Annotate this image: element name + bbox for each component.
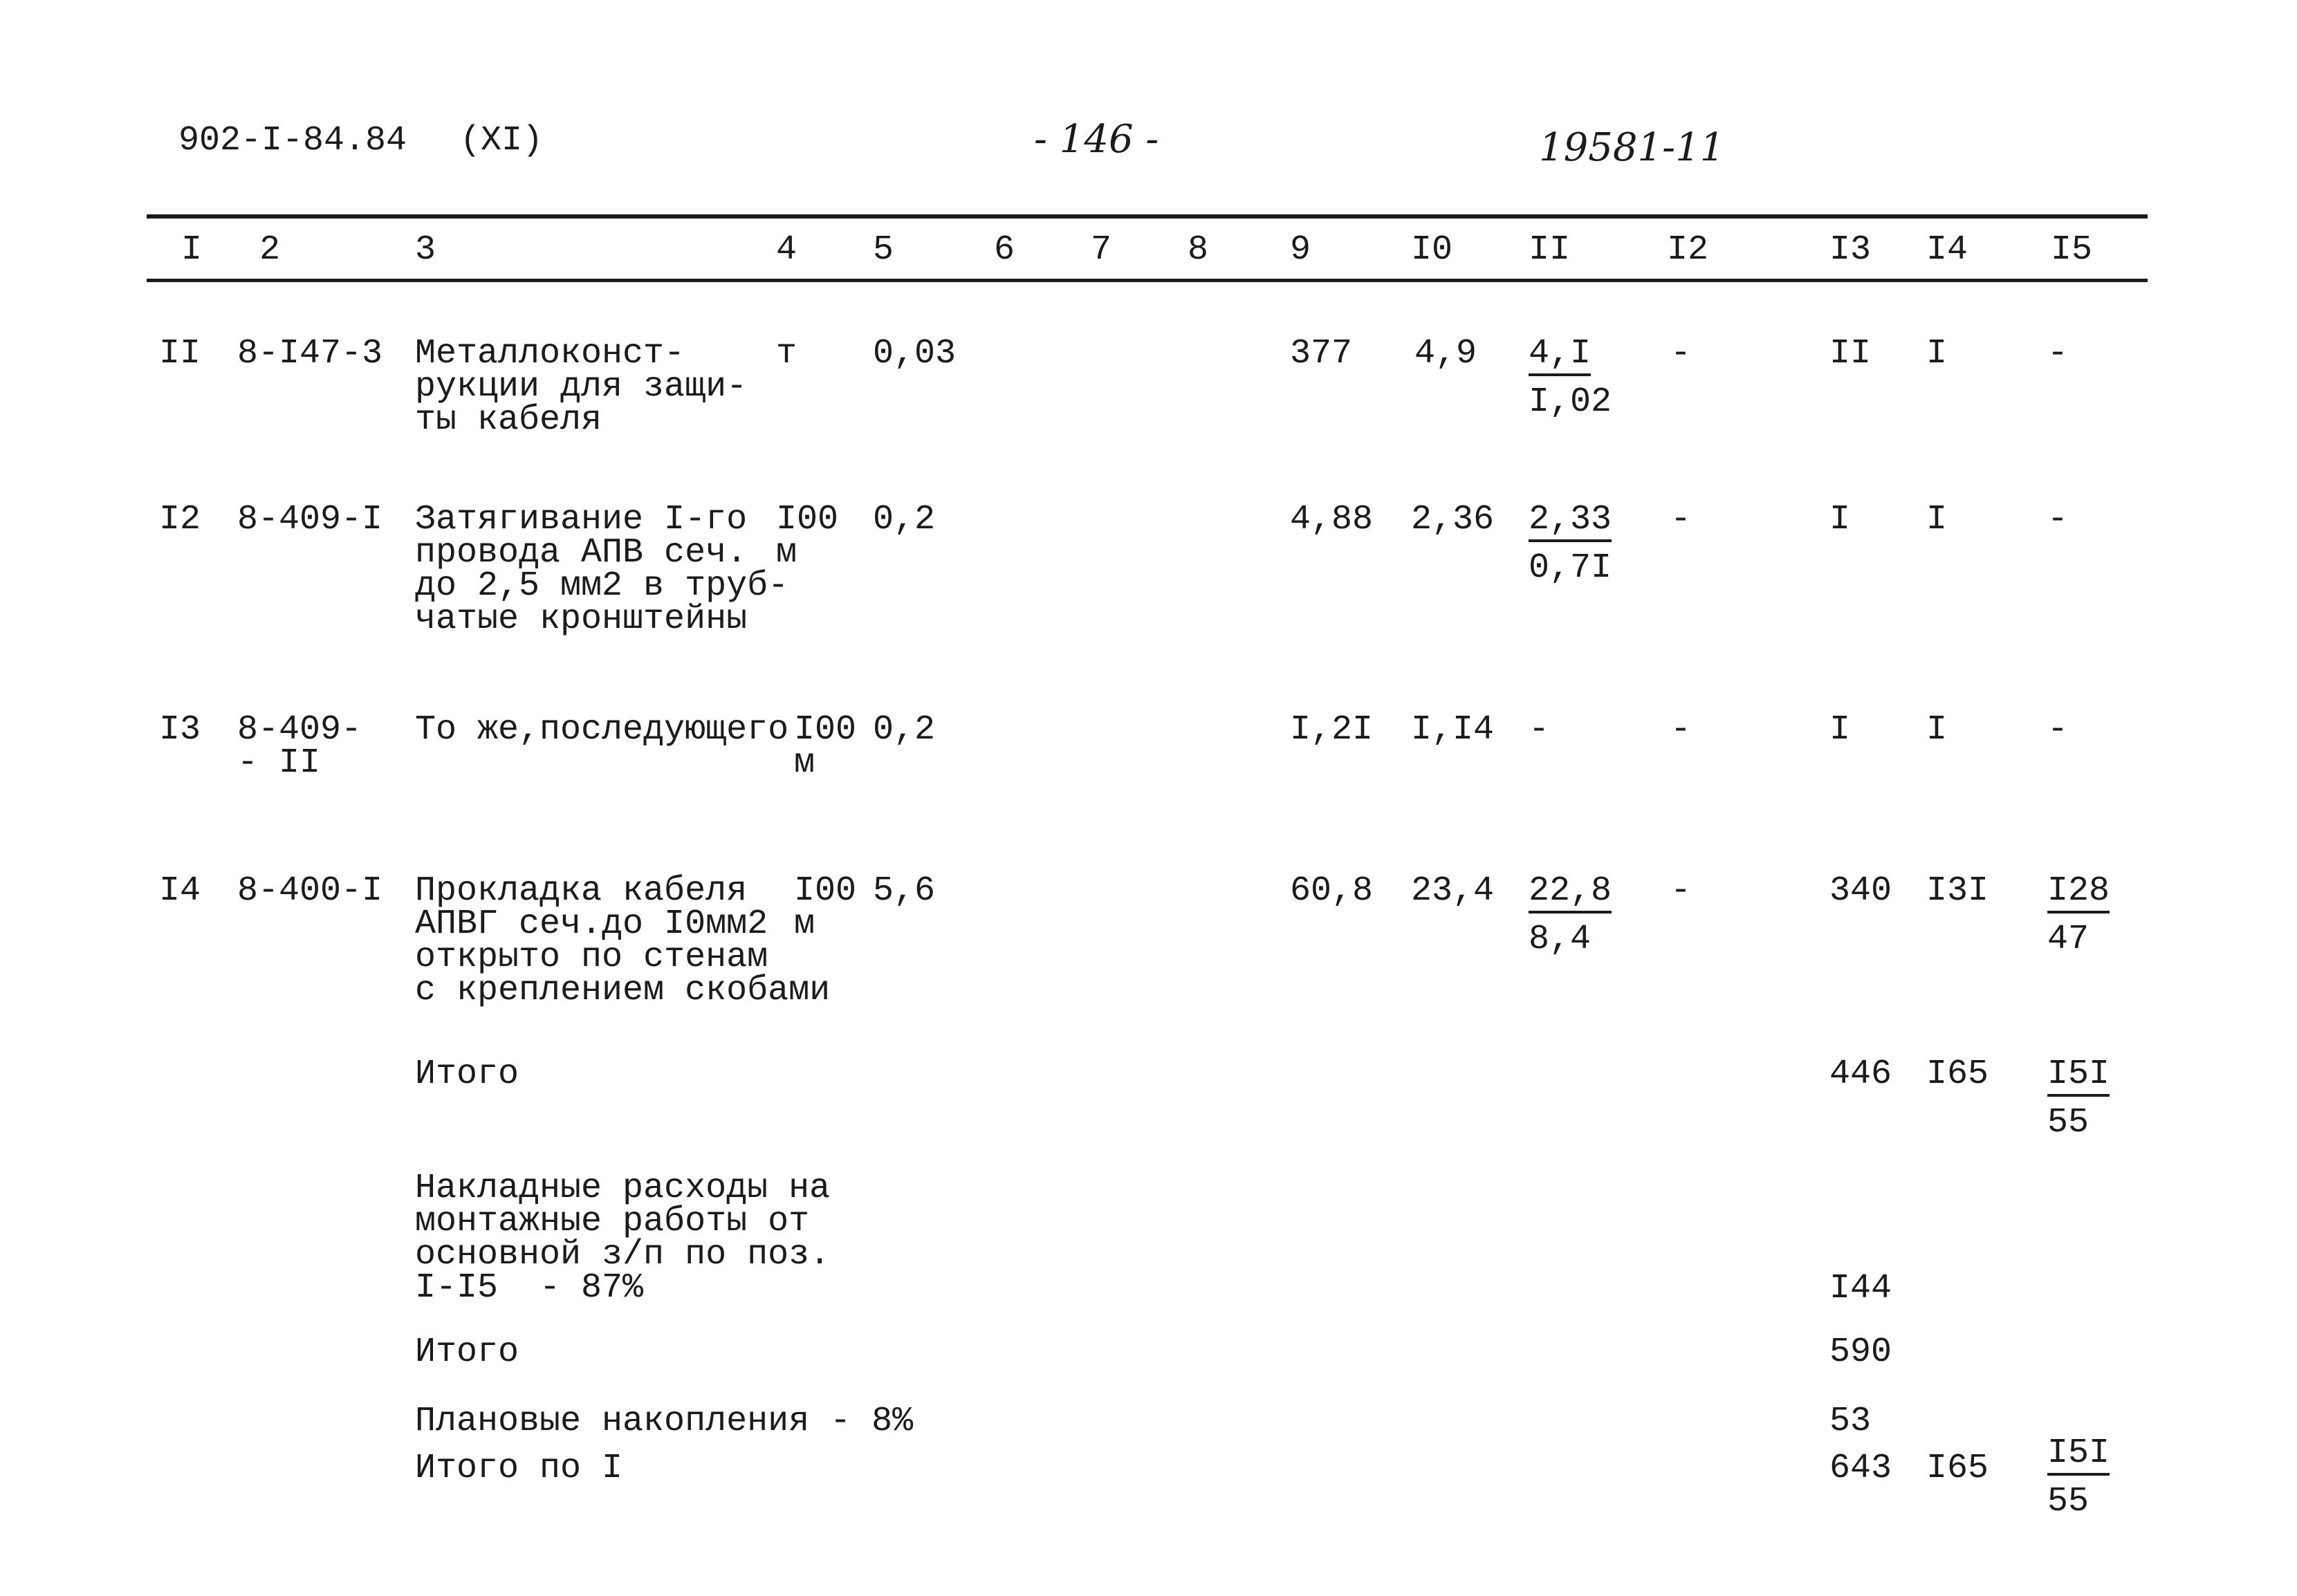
summary-col13: 53 [1829,1402,1872,1441]
cell-col13: I [1829,710,1851,750]
column-header: I5 [2051,230,2093,270]
column-header: 2 [259,230,281,270]
cell-col11-bottom: 0,7I [1529,548,1612,588]
column-header: 9 [1290,230,1311,270]
column-header: I0 [1411,230,1453,270]
rate-code: 8-409- - II [237,710,362,783]
cell-col10: 23,4 [1411,871,1495,911]
column-header: I [181,230,203,270]
work-description: Металлоконст- рукции для защи- ты кабеля [415,334,748,440]
cell-col14: I [1926,334,1948,373]
cell-col9: 60,8 [1290,871,1374,911]
cell-col9: I,2I [1290,710,1374,750]
summary-col15-top: I5I [2047,1437,2110,1476]
summary-col13: 446 [1829,1055,1892,1094]
unit: I00 м [776,500,839,573]
summary-col13: 643 [1829,1449,1892,1488]
column-header: I3 [1829,230,1872,270]
cell-col13: I [1829,500,1851,539]
row-number: I3 [159,710,201,750]
work-description: Прокладка кабеля АПВГ сеч.до I0мм2 открыто по стенам с креплением скобами [415,871,831,1010]
column-header: 3 [415,230,436,270]
quantity: 0,2 [873,500,936,539]
cell-col12: - [1670,710,1692,750]
cell-col15: - [2047,500,2069,539]
column-header: 5 [873,230,894,270]
cell-col13: 340 [1829,871,1892,911]
cell-col11-top: 2,33 [1529,503,1612,542]
summary-col15-bottom: 55 [2047,1103,2090,1142]
table-top-rule [147,214,2148,219]
quantity: 0,2 [873,710,936,750]
cell-col15: - [2047,334,2069,373]
cell-col10: 4,9 [1414,334,1477,373]
summary-col14: I65 [1926,1449,1989,1488]
cell-col14: I3I [1926,871,1989,911]
unit: I00 м [794,710,857,783]
cell-col12: - [1670,500,1692,539]
row-number: II [159,334,201,373]
summary-label: Итого [415,1333,519,1372]
cell-col15-top: I28 [2047,875,2110,913]
cell-col12: - [1670,871,1692,911]
rate-code: 8-400-I [237,871,383,911]
cell-col10: I,I4 [1411,710,1495,750]
table-header-rule [147,279,2148,282]
cell-col11-bottom: 8,4 [1529,920,1592,959]
quantity: 5,6 [873,871,936,911]
cell-col15-bottom: 47 [2047,920,2090,959]
inventory-number: 19581-11 [1539,125,1725,170]
quantity: 0,03 [873,334,957,373]
cell-col9: 377 [1290,334,1353,373]
row-number: I4 [159,871,201,911]
cell-col11: - [1529,710,1550,750]
document-part: (XI) [460,121,544,160]
cell-col13: II [1829,334,1872,373]
work-description: То же,последующего [415,710,789,750]
summary-col14: I65 [1926,1055,1989,1094]
cell-col11-bottom: I,02 [1529,382,1612,422]
unit: I00 м [794,871,857,944]
summary-label: Плановые накопления - 8% [415,1402,914,1441]
column-header: 8 [1188,230,1209,270]
cell-col10: 2,36 [1411,500,1495,539]
unit: т [776,334,797,373]
summary-col15-bottom: 55 [2047,1482,2090,1521]
summary-label: Итого [415,1055,519,1094]
column-header: 4 [776,230,797,270]
cell-col12: - [1670,334,1692,373]
column-header: I2 [1667,230,1709,270]
cell-col14: I [1926,500,1948,539]
summary-col13: I44 [1829,1269,1892,1308]
cell-col9: 4,88 [1290,500,1374,539]
column-header: I4 [1926,230,1968,270]
cell-col14: I [1926,710,1948,750]
row-number: I2 [159,500,201,539]
summary-col15-top: I5I [2047,1058,2110,1097]
column-header: 6 [994,230,1015,270]
summary-col13: 590 [1829,1333,1892,1372]
work-description: Затягивание I-го провода АПВ сеч. до 2,5 мм2 в труб- чатые кронштейны [415,500,789,639]
page-number: - 146 - [1034,117,1159,162]
column-header: II [1529,230,1571,270]
summary-label: Итого по I [415,1449,623,1488]
cell-col11-top: 22,8 [1529,875,1612,913]
cell-col15: - [2047,710,2069,750]
rate-code: 8-I47-3 [237,334,383,373]
summary-label: Накладные расходы на монтажные работы от основной з/п по поз. I-I5 - 87% [415,1169,831,1308]
document-code: 902-I-84.84 [178,121,407,160]
cell-col11-top: 4,I [1529,337,1591,376]
rate-code: 8-409-I [237,500,383,539]
column-header: 7 [1091,230,1112,270]
